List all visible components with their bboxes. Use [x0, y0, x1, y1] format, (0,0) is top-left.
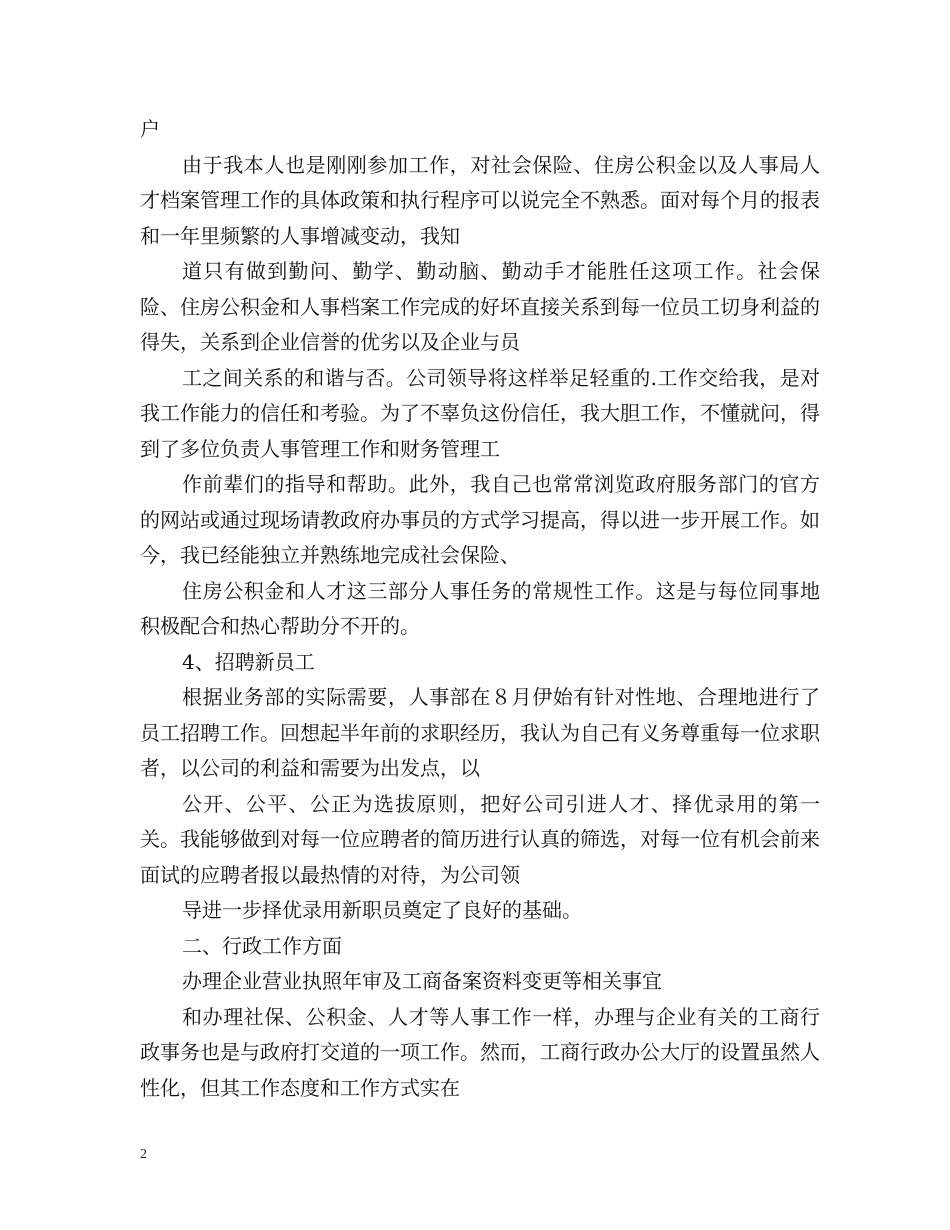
- paragraph: 导进一步择优录用新职员奠定了良好的基础。: [182, 898, 582, 922]
- paragraph: 工之间关系的和谐与否。公司领导将这样举足轻重的.工作交给我，是对我工作能力的信任和考验。为了不辜负这份信任，我大胆工作，不懂就问，得到了多位负责人事管理工作和财务管理工: [140, 365, 820, 461]
- section-heading: 4、招聘新员工: [182, 649, 315, 674]
- page-number: 2: [140, 1147, 147, 1162]
- paragraph: 户: [140, 117, 160, 141]
- paragraph: 道只有做到勤问、勤学、勤动脑、勤动手才能胜任这项工作。社会保险、住房公积金和人事档案工作完成的好坏直接关系到每一位员工切身利益的得失，关系到企业信誉的优劣以及企业与员: [140, 259, 820, 354]
- paragraph: 公开、公平、公正为选拔原则，把好公司引进人才、择优录用的第一关。我能够做到对每一位应聘者的简历进行认真的筛选，对每一位有机会前来面试的应聘者报以最热情的对待，为公司领: [140, 791, 820, 887]
- document-body: [140, 112, 820, 1106]
- paragraph: 住房公积金和人才这三部分人事任务的常规性工作。这是与每位同事地积极配合和热心帮助分不开的。: [140, 578, 820, 638]
- subsection-heading: 办理企业营业执照年审及工商备案资料变更等相关事宜: [182, 969, 662, 993]
- paragraph: 和办理社保、公积金、人才等人事工作一样，办理与企业有关的工商行政事务也是与政府打交道的一项工作。然而，工商行政办公大厅的设置虽然人性化，但其工作态度和工作方式实在: [140, 1004, 820, 1100]
- paragraph: 作前辈们的指导和帮助。此外，我自己也常常浏览政府服务部门的官方的网站或通过现场请教政府办事员的方式学习提高，得以进一步开展工作。如今，我已经能独立并熟练地完成社会保险、: [140, 472, 820, 567]
- paragraph: 根据业务部的实际需要，人事部在８月伊始有针对性地、合理地进行了员工招聘工作。回想起半年前的求职经历，我认为自己有义务尊重每一位求职者，以公司的利益和需要为出发点，以: [140, 685, 820, 780]
- paragraph: 由于我本人也是刚刚参加工作，对社会保险、住房公积金以及人事局人才档案管理工作的具体政策和执行程序可以说完全不熟悉。面对每个月的报表和一年里频繁的人事增减变动，我知: [140, 152, 820, 248]
- section-heading: 二、行政工作方面: [182, 933, 342, 958]
